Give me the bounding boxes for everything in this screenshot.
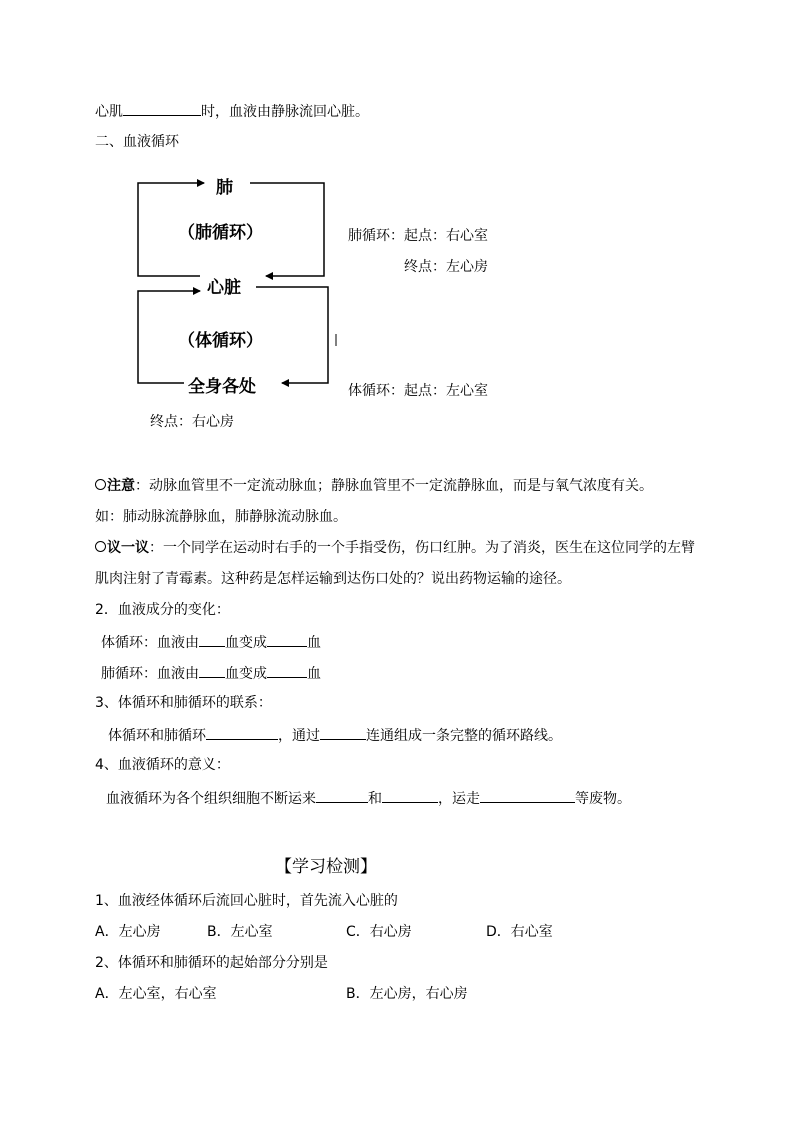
q2-pulmonary-b: 血变成 — [225, 666, 267, 682]
body-label: 全身各处 — [188, 377, 256, 397]
q2-heading: 2．血液成分的变化： — [95, 602, 230, 618]
blank[interactable] — [267, 662, 307, 678]
q2-pulmonary-a: 肺循环：血液由 — [101, 666, 199, 682]
discuss-line-2: 肌肉注射了青霉素。这种药是怎样运输到达伤口处的？说出药物运输的途径。 — [95, 571, 571, 587]
discuss-label: 议一议 — [107, 540, 149, 556]
blank[interactable] — [316, 787, 368, 803]
note-line — [95, 476, 653, 496]
q2-systemic-a: 体循环：血液由 — [101, 635, 199, 651]
q4-d: 等废物。 — [575, 791, 631, 807]
check-q2: 2、体循环和肺循环的起始部分分别是 — [95, 955, 328, 971]
systemic-end: 终点：右心房 — [150, 414, 234, 430]
q4-a: 血液循环为各个组织细胞不断运来 — [106, 791, 316, 807]
circle-bullet-icon — [95, 541, 106, 552]
systemic-loop-right-path — [256, 287, 328, 383]
check-q1-option-b[interactable]: B．左心室 — [207, 924, 273, 940]
check-q1-option-d[interactable]: D．右心室 — [486, 924, 553, 940]
blank[interactable] — [320, 724, 366, 740]
discuss-text-1: ：一个同学在运动时右手的一个手指受伤，伤口红肿。为了消炎，医生在这位同学的左臂 — [149, 540, 695, 556]
discuss-line-1 — [95, 538, 695, 558]
q3-heading: 3、体循环和肺循环的联系： — [95, 695, 272, 711]
q3-a: 体循环和肺循环 — [108, 728, 206, 744]
q4-b: 和 — [368, 791, 382, 807]
blank[interactable] — [480, 787, 575, 803]
intro-prefix: 心肌 — [95, 104, 123, 120]
note-text: ：动脉血管里不一定流动脉血；静脉血管里不一定流静脉血，而是与氧气浓度有关。 — [135, 478, 653, 494]
blank[interactable] — [206, 724, 278, 740]
check-q2-option-a[interactable]: A．左心室，右心室 — [95, 986, 217, 1002]
check-q1-option-a[interactable]: A．左心房 — [95, 924, 161, 940]
note-example: 如：肺动脉流静脉血，肺静脉流动脉血。 — [95, 509, 347, 525]
blank[interactable] — [382, 787, 438, 803]
q2-pulmonary — [101, 662, 321, 684]
q3-body — [108, 724, 562, 746]
q2-systemic — [101, 631, 321, 653]
check-title: 【学习检测】 — [275, 857, 377, 877]
pulmonary-end: 终点：左心房 — [404, 259, 488, 275]
q2-pulmonary-c: 血 — [307, 666, 321, 682]
check-q1: 1、血液经体循环后流回心脏时，首先流入心脏的 — [95, 893, 398, 909]
systemic-start: 体循环：起点：左心室 — [348, 383, 488, 399]
section-heading: 二、血液循环 — [95, 134, 179, 150]
note-label: 注意 — [107, 478, 135, 494]
check-q1-option-c[interactable]: C．右心房 — [346, 924, 412, 940]
pulmonary-start: 肺循环：起点：右心室 — [348, 228, 488, 244]
q3-c: 连通组成一条完整的循环路线。 — [366, 728, 562, 744]
circle-bullet-icon — [95, 479, 106, 490]
blank[interactable] — [267, 631, 307, 647]
q2-systemic-b: 血变成 — [225, 635, 267, 651]
q2-systemic-c: 血 — [307, 635, 321, 651]
heart-label: 心脏 — [207, 278, 241, 298]
blank[interactable] — [199, 662, 225, 678]
q4-c: ，运走 — [438, 791, 480, 807]
q3-b: ，通过 — [278, 728, 320, 744]
q4-heading: 4、血液循环的意义： — [95, 757, 230, 773]
pulmonary-loop-label: （肺循环） — [178, 223, 263, 243]
check-q2-option-b[interactable]: B．左心房，右心房 — [346, 986, 468, 1002]
systemic-loop-label: （体循环） — [178, 331, 263, 351]
lung-label: 肺 — [216, 178, 233, 198]
blank[interactable] — [199, 631, 225, 647]
intro-suffix: 时，血液由静脉流回心脏。 — [201, 104, 369, 120]
q4-body — [106, 787, 631, 809]
